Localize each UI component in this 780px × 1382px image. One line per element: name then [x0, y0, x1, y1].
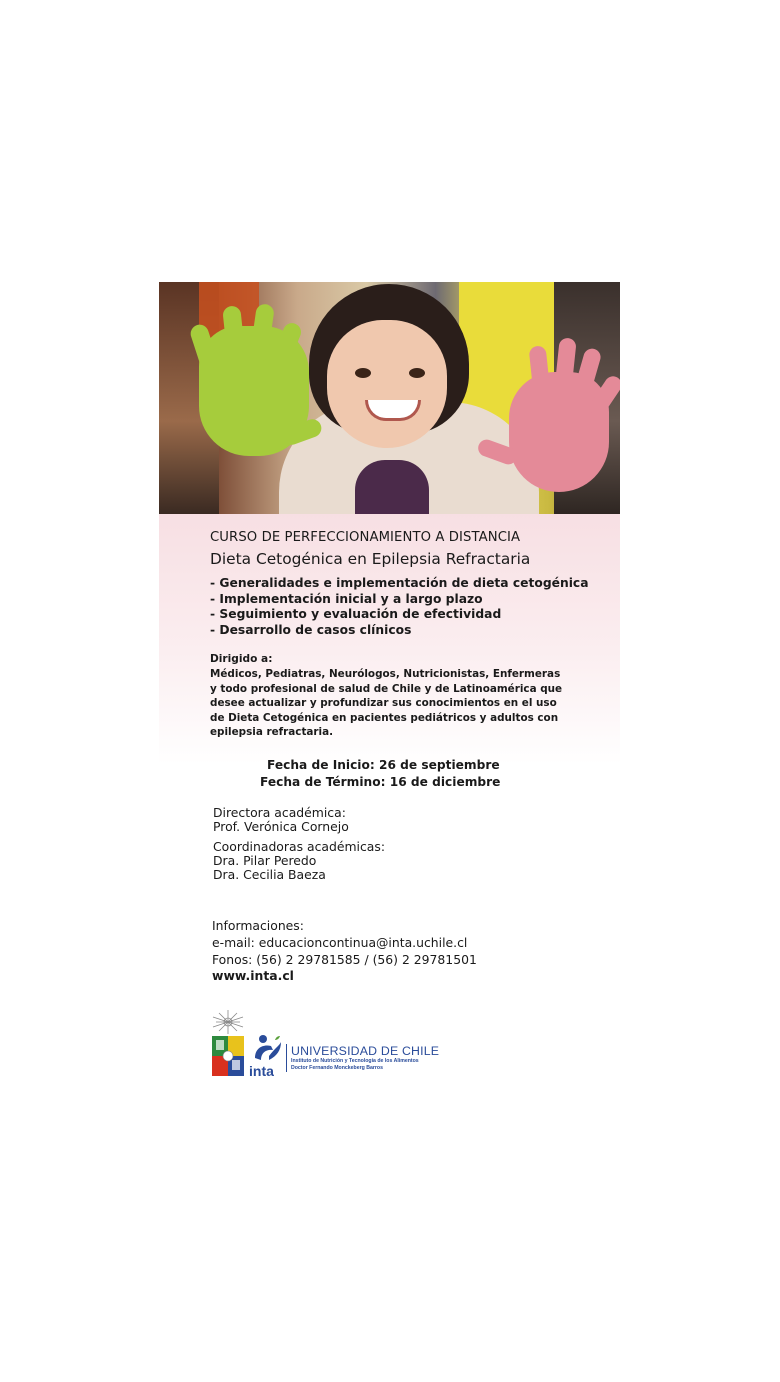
coordinator-name: Dra. Pilar Peredo: [213, 853, 317, 868]
course-flyer: [159, 282, 620, 1102]
topic-item: - Generalidades e implementación de dieta cetogénica: [210, 576, 589, 590]
inta-wordmark: inta: [249, 1063, 274, 1078]
university-name: UNIVERSIDAD DE CHILE: [291, 1044, 440, 1058]
topic-item: - Implementación inicial y a largo plazo: [210, 591, 483, 606]
director-label: Directora académica:: [213, 805, 346, 820]
website-link[interactable]: www.inta.cl: [212, 968, 294, 983]
course-title: Dieta Cetogénica en Epilepsia Refractaria: [210, 550, 531, 568]
topic-item: - Desarrollo de casos clínicos: [210, 622, 412, 637]
inta-logo-icon: [249, 1034, 283, 1078]
end-date: Fecha de Término: 16 de diciembre: [260, 775, 501, 789]
institute-doctor: Doctor Fernando Monckeberg Barros: [291, 1065, 383, 1071]
audience-label: Dirigido a:: [210, 653, 273, 665]
contact-email[interactable]: e-mail: educacioncontinua@inta.uchile.cl: [212, 935, 468, 950]
university-wordmark: [286, 1044, 439, 1072]
director-name: Prof. Verónica Cornejo: [213, 819, 349, 834]
hero-photo: [159, 282, 620, 514]
audience-text: Médicos, Pediatras, Neurólogos, Nutricionistas, Enfermeras y todo profesional de salud de Chile y de Latinoamérica que desee actualizar y profundizar sus conocimientos en el uso de Dieta Cetogénica en pacientes pediátricos y adultos con epilepsia refractaria.: [210, 668, 563, 738]
coordinator-name: Dra. Cecilia Baeza: [213, 867, 326, 882]
course-type: CURSO DE PERFECCIONAMIENTO A DISTANCIA: [210, 530, 521, 545]
contact-phones: Fonos: (56) 2 29781585 / (56) 2 29781501: [212, 952, 477, 967]
start-date: Fecha de Inicio: 26 de septiembre: [267, 758, 500, 772]
topic-item: - Seguimiento y evaluación de efectividad: [210, 607, 502, 621]
info-label: Informaciones:: [212, 918, 304, 933]
university-crest-icon: [211, 1010, 245, 1078]
institute-name: Instituto de Nutrición y Tecnología de los Alimentos: [291, 1058, 419, 1064]
coordinators-label: Coordinadoras académicas:: [213, 839, 386, 854]
topic-list: [210, 576, 589, 638]
